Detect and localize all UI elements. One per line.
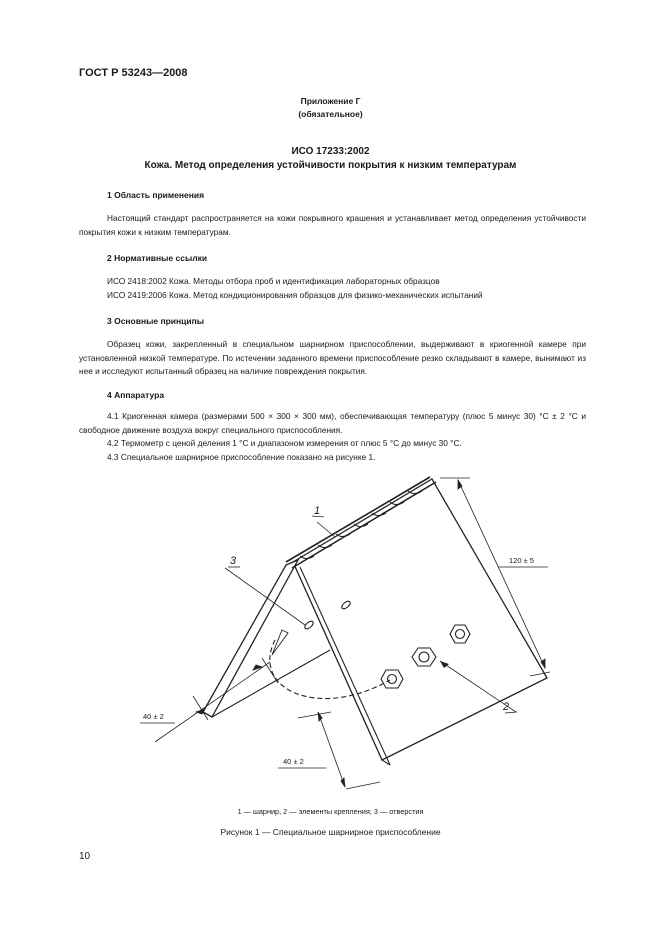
- figure-caption: Рисунок 1 — Специальное шарнирное приспособление: [220, 827, 441, 837]
- section-4-heading: 4 Аппаратура: [107, 390, 165, 400]
- appendix-subtitle: (обязательное): [298, 109, 363, 119]
- figure-legend: 1 — шарнир, 2 — элементы крепления; 3 — отверстия: [237, 807, 424, 816]
- section-3-text: Образец кожи, закрепленный в специальном шарнирном приспособлении, выдерживают в криогенной камере при установленной низкой температуре. По истечении заданного времени приспособление резко складывают в камере, вынимают из нее и исследуют испытанный образец на наличие повреждения покрытия.: [79, 339, 586, 377]
- dim-label-120: 120 ± 5: [509, 556, 534, 565]
- reference-item: ИСО 2419:2006 Кожа. Метод кондиционирования образцов для физико-механических испытаний: [107, 290, 483, 300]
- bolt: [412, 648, 436, 666]
- section-4-3-text: 4.3 Специальное шарнирное приспособление показано на рисунке 1.: [107, 452, 376, 462]
- right-plate: [293, 479, 547, 760]
- dimension-40-left: [140, 658, 278, 742]
- section-4-1-text: 4.1 Криогенная камера (размерами 500 × 300 × 300 мм), обеспечивающая температуру (плюс 5 минус 30) °С ± 2 °С и свободное движение воздуха вокруг специального приспособления.: [79, 411, 586, 435]
- doc-title-code: ИСО 17233:2002: [291, 146, 370, 157]
- reference-item: ИСО 2418:2002 Кожа. Методы отбора проб и идентификация лабораторных образцов: [107, 276, 440, 286]
- hole: [303, 620, 314, 630]
- section-1-heading: 1 Область применения: [107, 190, 205, 200]
- doc-title-name: Кожа. Метод определения устойчивости покрытия к низким температурам: [144, 160, 517, 171]
- section-2-heading: 2 Нормативные ссылки: [107, 253, 208, 263]
- section-3-heading: 3 Основные принципы: [107, 316, 204, 326]
- dimension-40-bottom: [278, 712, 380, 789]
- label-2: 2: [503, 701, 510, 713]
- page-number: 10: [79, 851, 91, 862]
- label-1: 1: [314, 505, 321, 517]
- section-1-text: Настоящий стандарт распространяется на кожи покрывного крашения и устанавливает метод определения устойчивости покрытия кожи к низким температурам.: [79, 213, 586, 237]
- section-4-2-text: 4.2 Термометр с ценой деления 1 °С и диапазоном измерения от плюс 5 °С до минус 30 °С.: [107, 438, 462, 448]
- dim-label-40-left: 40 ± 2: [143, 712, 164, 721]
- bolt: [381, 670, 403, 688]
- bolt: [450, 625, 470, 643]
- appendix-title: Приложение Г: [300, 96, 361, 106]
- label-3: 3: [230, 555, 237, 567]
- dim-label-40-bottom: 40 ± 2: [283, 757, 304, 766]
- standard-header: ГОСТ Р 53243—2008: [79, 67, 188, 79]
- hinge-device-drawing: [140, 468, 560, 798]
